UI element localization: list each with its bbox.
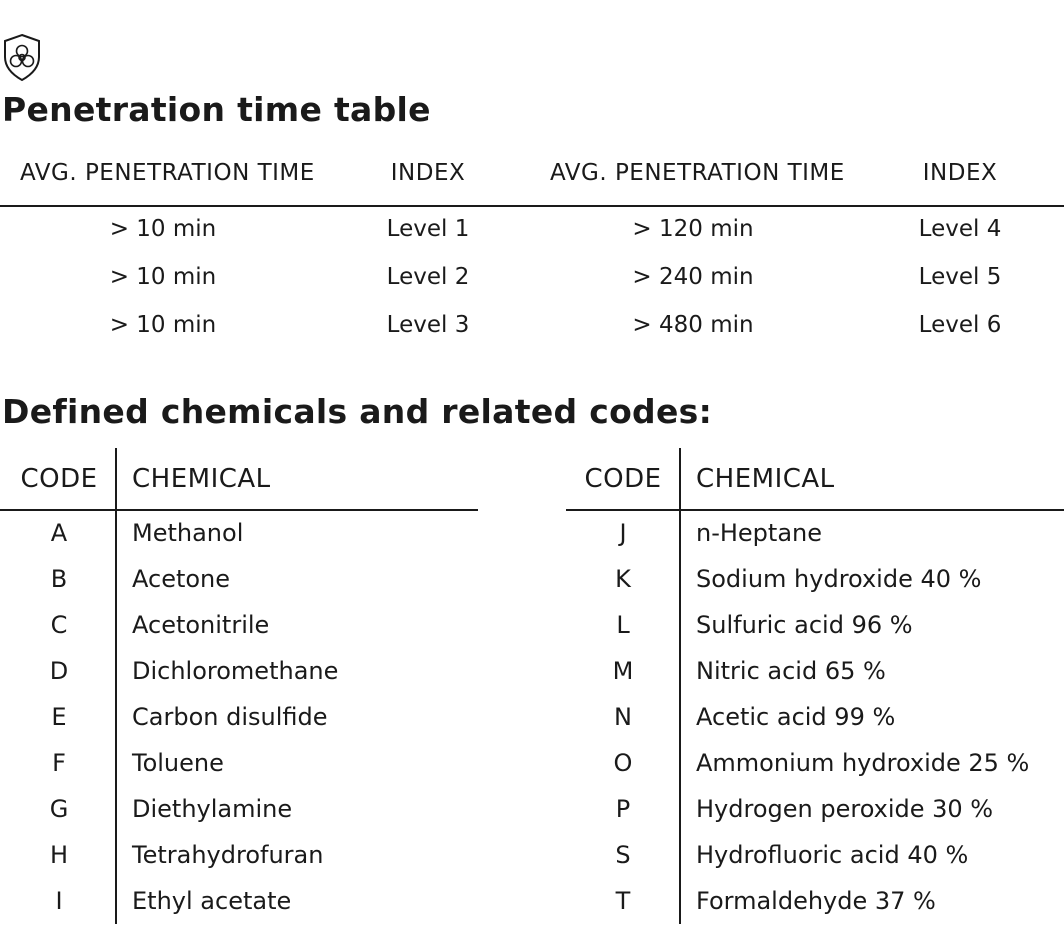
code-cell: H — [49, 841, 69, 869]
code-cell: A — [50, 519, 68, 547]
index-cell: Level 6 — [918, 312, 1002, 338]
column-header-avg-time: AVG. PENETRATION TIME — [550, 160, 845, 186]
chemical-cell: Sulfuric acid 96 % — [696, 611, 913, 639]
header-divider — [566, 509, 1064, 511]
header-divider — [0, 205, 1064, 207]
table-row — [566, 841, 1064, 871]
code-cell: C — [50, 611, 68, 639]
chemical-cell: n-Heptane — [696, 519, 823, 547]
table-row — [0, 749, 478, 779]
table-row — [0, 216, 1064, 246]
table-row — [566, 565, 1064, 595]
column-header-code: CODE — [584, 464, 662, 494]
chemical-cell: Dichloromethane — [132, 657, 339, 685]
table-row — [0, 703, 478, 733]
time-cell: > 480 min — [632, 312, 754, 338]
table-row — [0, 565, 478, 595]
code-cell: F — [52, 749, 66, 777]
code-cell: J — [619, 519, 627, 547]
chemical-cell: Diethylamine — [132, 795, 293, 823]
header-divider — [0, 509, 478, 511]
table-row — [0, 264, 1064, 294]
table-row — [0, 519, 478, 549]
chemical-cell: Toluene — [132, 749, 224, 777]
time-cell: > 10 min — [109, 216, 217, 242]
code-cell: N — [614, 703, 632, 731]
column-header-code: CODE — [20, 464, 98, 494]
time-cell: > 10 min — [109, 312, 217, 338]
chemical-cell: Sodium hydroxide 40 % — [696, 565, 982, 593]
chemical-table-left — [0, 448, 478, 924]
chemical-cell: Acetonitrile — [132, 611, 270, 639]
page-title: Penetration time table — [2, 90, 431, 129]
table-row — [566, 703, 1064, 733]
chemical-cell: Nitric acid 65 % — [696, 657, 886, 685]
table-row — [566, 749, 1064, 779]
chemical-cell: Carbon disulfide — [132, 703, 328, 731]
index-cell: Level 4 — [918, 216, 1002, 242]
code-cell: M — [612, 657, 634, 685]
time-cell: > 240 min — [632, 264, 754, 290]
chemical-cell: Hydrofluoric acid 40 % — [696, 841, 969, 869]
chemical-cell: Ethyl acetate — [132, 887, 292, 915]
table-row — [566, 795, 1064, 825]
time-cell: > 10 min — [109, 264, 217, 290]
column-header-chemical: CHEMICAL — [696, 464, 835, 494]
chemical-cell: Ammonium hydroxide 25 % — [696, 749, 1030, 777]
table-row — [0, 657, 478, 687]
code-cell: L — [616, 611, 630, 639]
chemical-cell: Hydrogen peroxide 30 % — [696, 795, 994, 823]
chemical-table-right — [566, 448, 1064, 924]
chemical-cell: Acetone — [132, 565, 231, 593]
code-cell: P — [615, 795, 631, 823]
chemical-cell: Formaldehyde 37 % — [696, 887, 936, 915]
code-cell: T — [615, 887, 631, 915]
index-cell: Level 1 — [386, 216, 470, 242]
index-cell: Level 2 — [386, 264, 470, 290]
column-header-avg-time: AVG. PENETRATION TIME — [20, 160, 315, 186]
code-cell: S — [615, 841, 631, 869]
table-row — [566, 611, 1064, 641]
index-cell: Level 3 — [386, 312, 470, 338]
code-cell: D — [49, 657, 69, 685]
table-row — [0, 841, 478, 871]
code-cell: E — [51, 703, 67, 731]
table-row — [566, 519, 1064, 549]
chemical-cell: Tetrahydrofuran — [132, 841, 324, 869]
column-header-chemical: CHEMICAL — [132, 464, 271, 494]
code-cell: B — [50, 565, 68, 593]
time-cell: > 120 min — [632, 216, 754, 242]
chemical-cell: Acetic acid 99 % — [696, 703, 896, 731]
section-title: Defined chemicals and related codes: — [2, 392, 713, 431]
table-row — [0, 887, 478, 917]
code-cell: K — [615, 565, 631, 593]
table-row — [0, 611, 478, 641]
code-cell: O — [613, 749, 633, 777]
table-row — [0, 795, 478, 825]
table-row — [566, 657, 1064, 687]
code-cell: I — [55, 887, 63, 915]
index-cell: Level 5 — [918, 264, 1002, 290]
column-header-index: INDEX — [922, 160, 998, 186]
biohazard-shield-icon — [2, 32, 42, 82]
chemical-cell: Methanol — [132, 519, 244, 547]
column-header-index: INDEX — [390, 160, 466, 186]
table-row — [566, 887, 1064, 917]
code-cell: G — [49, 795, 69, 823]
table-row — [0, 312, 1064, 342]
